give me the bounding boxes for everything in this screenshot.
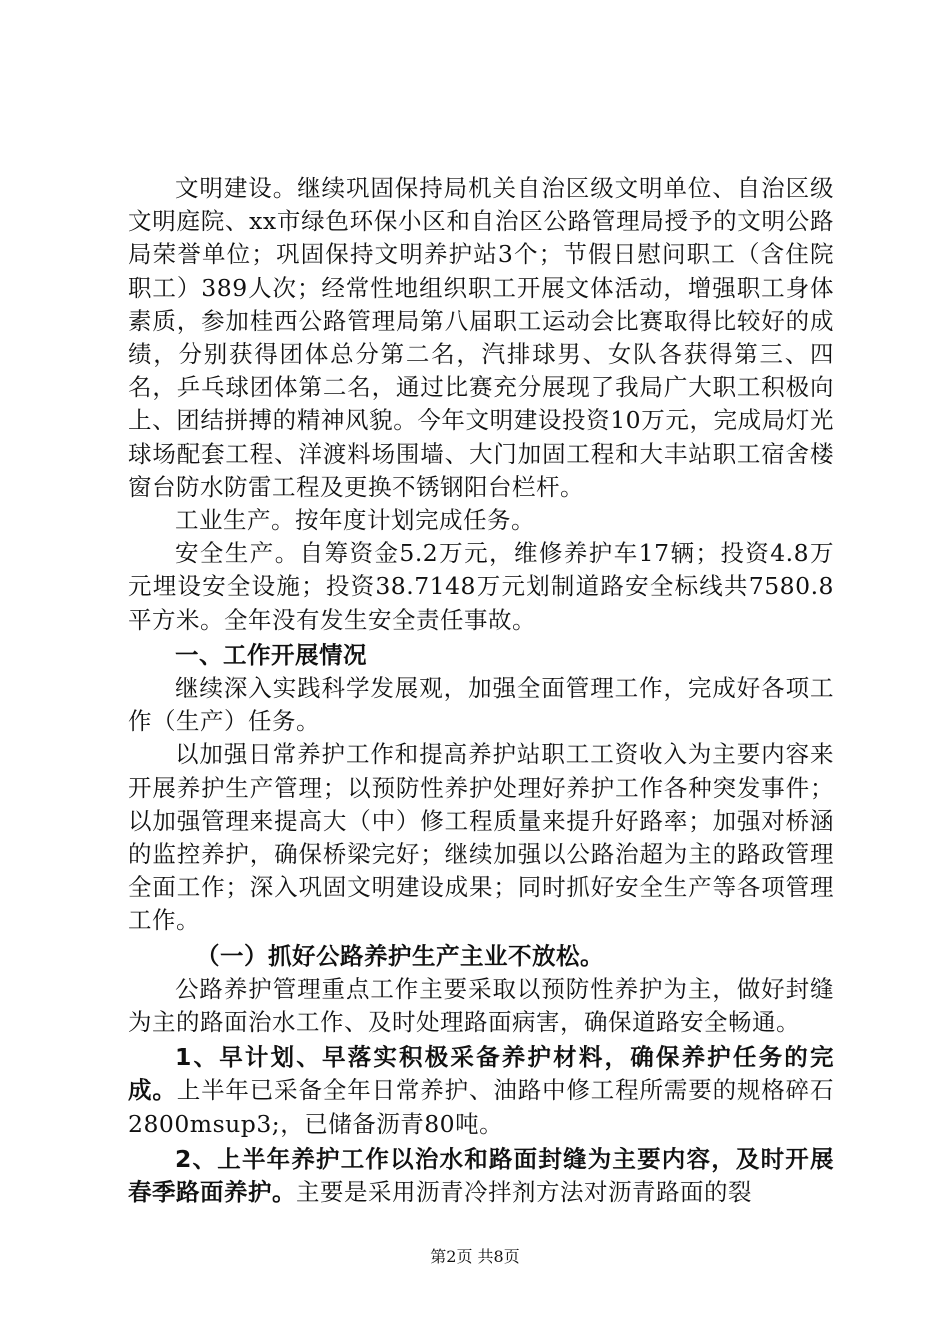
paragraph-industrial: 工业生产。按年度计划完成任务。 — [175, 506, 535, 535]
section-heading-1: 一、工作开展情况 — [175, 640, 367, 669]
page-footer: 第2页 共8页 — [430, 1247, 520, 1266]
list-item-1-text: 上半年已采备全年日常养护、油路中修工程所需要的规格碎石2800msup3;，已储备沥青80吨。 — [128, 1076, 835, 1138]
paragraph-safety: 安全生产。自筹资金5.2万元，维修养护车17辆；投资4.8万元埋设安全设施；投资38.7148万元划制道路安全标线共7580.8平方米。全年没有发生安全责任事故。 — [128, 539, 834, 634]
section-heading-2: （一）抓好公路养护生产主业不放松。 — [196, 941, 604, 970]
paragraph-road-maintenance: 公路养护管理重点工作主要采取以预防性养护为主，做好封缝为主的路面治水工作、及时处理路面病害，确保道路安全畅通。 — [128, 974, 834, 1037]
paragraph-civilization: 文明建设。继续巩固保持局机关自治区级文明单位、自治区级文明庭院、xx市绿色环保小区和自治区公路管理局授予的文明公路局荣誉单位；巩固保持文明养护站3个；节假日慰问职工（含住院职工）389人次；经常性地组织职工开展文体活动，增强职工身体素质，参加桂西公路管理局第八届职工运动会比赛取得比较好的成绩，分别获得团体总分第二名，汽排球男、女队各获得第三、四名，乒乓球团体第二名，通过比赛充分展现了我局广大职工积极向上、团结拼搏的精神风貌。今年文明建设投资10万元，完成局灯光球场配套工程、洋渡料场围墙、大门加固工程和大丰站职工宿舍楼窗台防水防雷工程及更换不锈钢阳台栏杆。 — [128, 174, 834, 501]
list-item-1-title: 1、早计划、早落实积极采备养护材料，确保养护任务的完成。 — [128, 1043, 834, 1105]
list-item-2 — [128, 1143, 834, 1209]
paragraph-intro: 继续深入实践科学发展观，加强全面管理工作，完成好各项工作（生产）任务。 — [128, 674, 834, 736]
document-body — [128, 172, 834, 1209]
list-item-2-text: 主要是采用沥青冷拌剂方法对沥青路面的裂 — [296, 1178, 752, 1207]
list-item-1 — [128, 1041, 834, 1141]
paragraph-measures: 以加强日常养护工作和提高养护站职工工资收入为主要内容来开展养护生产管理；以预防性养护处理好养护工作各种突发事件；以加强管理来提高大（中）修工程质量来提升好路率；加强对桥涵的监控养护，确保桥梁完好；继续加强以公路治超为主的路政管理全面工作；深入巩固文明建设成果；同时抓好安全生产等各项管理工作。 — [128, 740, 834, 935]
list-item-2-title: 2、上半年养护工作以治水和路面封缝为主要内容，及时开展春季路面养护。 — [128, 1144, 834, 1207]
